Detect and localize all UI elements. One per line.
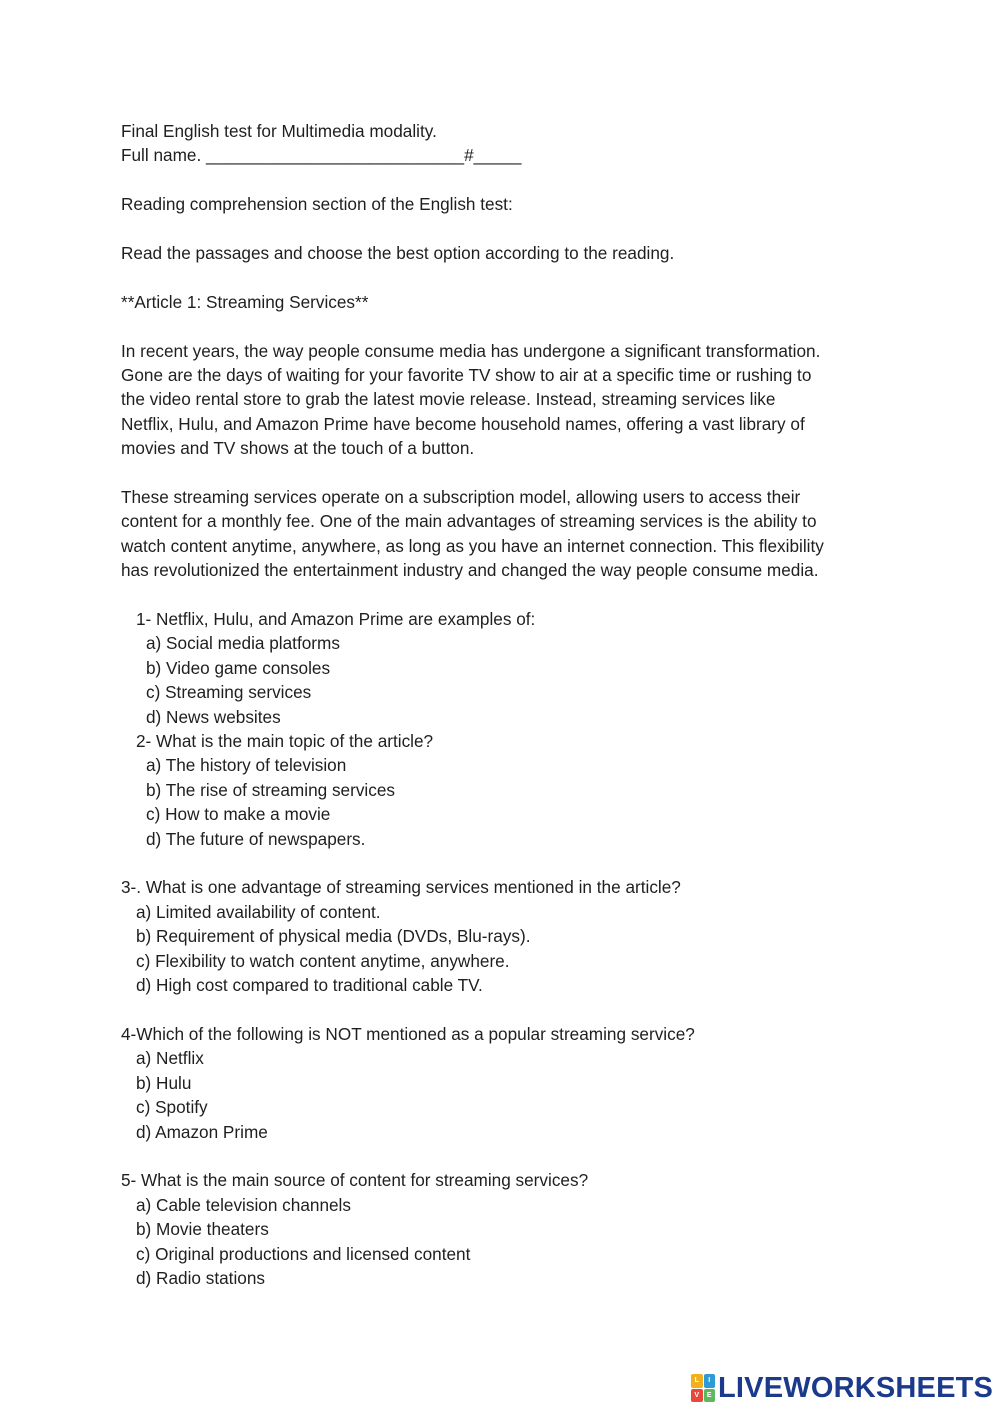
mark-letter-l: L xyxy=(691,1374,703,1388)
section-title: Reading comprehension section of the English test: xyxy=(121,194,513,215)
mark-letter-v: V xyxy=(691,1389,703,1403)
question-4 xyxy=(121,1022,901,1144)
answer-option[interactable]: b) Video game consoles xyxy=(146,657,331,678)
paragraph-line: These streaming services operate on a subscription model, allowing users to access their xyxy=(121,487,801,508)
answer-option[interactable]: d) News websites xyxy=(146,706,281,727)
answer-option[interactable]: c) How to make a movie xyxy=(146,804,331,825)
paragraph-line: Gone are the days of waiting for your favorite TV show to air at a specific time or rushing to xyxy=(121,365,812,385)
liveworksheets-logo[interactable] xyxy=(691,1372,993,1404)
question-text: 2- What is the main topic of the article? xyxy=(136,731,434,752)
paragraph-line: content for a monthly fee. One of the main advantages of streaming services is the ability to xyxy=(121,511,817,532)
question-2 xyxy=(121,729,901,851)
question-text: 3-. What is one advantage of streaming services mentioned in the article? xyxy=(121,877,681,898)
mark-letter-e: E xyxy=(704,1389,716,1403)
answer-option[interactable]: b) Hulu xyxy=(136,1072,192,1093)
liveworksheets-mark-icon xyxy=(691,1374,715,1402)
answer-option[interactable]: c) Original productions and licensed content xyxy=(136,1243,471,1264)
answer-option[interactable]: d) Amazon Prime xyxy=(136,1121,268,1142)
paragraph-line: Netflix, Hulu, and Amazon Prime have become household names, offering a vast library of xyxy=(121,413,805,434)
question-1 xyxy=(121,607,901,729)
answer-option[interactable]: a) Netflix xyxy=(136,1048,204,1069)
question-text: 4-Which of the following is NOT mentioned as a popular streaming service? xyxy=(121,1023,695,1044)
question-text: 5- What is the main source of content for streaming services? xyxy=(121,1170,589,1191)
paragraph-line: In recent years, the way people consume media has undergone a significant transformation. xyxy=(121,340,821,361)
full-name-line: Full name. ___________________________#_____ xyxy=(121,145,522,166)
paragraph-line: watch content anytime, anywhere, as long as you have an internet connection. This flexibility xyxy=(121,535,824,556)
answer-option[interactable]: d) The future of newspapers. xyxy=(146,828,366,849)
mark-letter-i: I xyxy=(704,1374,716,1388)
question-3 xyxy=(121,875,901,997)
paragraph-1 xyxy=(121,339,901,461)
answer-option[interactable]: b) Movie theaters xyxy=(136,1219,269,1240)
answer-option[interactable]: a) Limited availability of content. xyxy=(136,901,381,922)
article-title: **Article 1: Streaming Services** xyxy=(121,291,369,312)
paragraph-2 xyxy=(121,485,901,583)
answer-option[interactable]: b) Requirement of physical media (DVDs, Blu-rays). xyxy=(136,926,531,947)
instructions: Read the passages and choose the best option according to the reading. xyxy=(121,243,675,263)
answer-option[interactable]: a) The history of television xyxy=(146,755,347,776)
question-text: 1- Netflix, Hulu, and Amazon Prime are examples of: xyxy=(136,609,536,630)
answer-option[interactable]: c) Spotify xyxy=(136,1097,208,1118)
answer-option[interactable]: a) Social media platforms xyxy=(146,633,340,654)
answer-option[interactable]: b) The rise of streaming services xyxy=(146,779,395,800)
answer-option[interactable]: c) Streaming services xyxy=(146,682,312,703)
question-5 xyxy=(121,1168,901,1290)
answer-option[interactable]: c) Flexibility to watch content anytime, anywhere. xyxy=(136,950,510,971)
liveworksheets-wordmark: LIVEWORKSHEETS xyxy=(718,1372,994,1404)
paragraph-line: movies and TV shows at the touch of a button. xyxy=(121,438,475,459)
paragraph-line: has revolutionized the entertainment industry and changed the way people consume media. xyxy=(121,560,819,581)
answer-option[interactable]: d) Radio stations xyxy=(136,1267,265,1288)
paragraph-line: the video rental store to grab the latest movie release. Instead, streaming services like xyxy=(121,389,776,410)
test-title: Final English test for Multimedia modality. xyxy=(121,121,437,141)
answer-option[interactable]: a) Cable television channels xyxy=(136,1194,351,1215)
answer-option[interactable]: d) High cost compared to traditional cable TV. xyxy=(136,975,483,996)
worksheet-content xyxy=(121,119,901,1290)
